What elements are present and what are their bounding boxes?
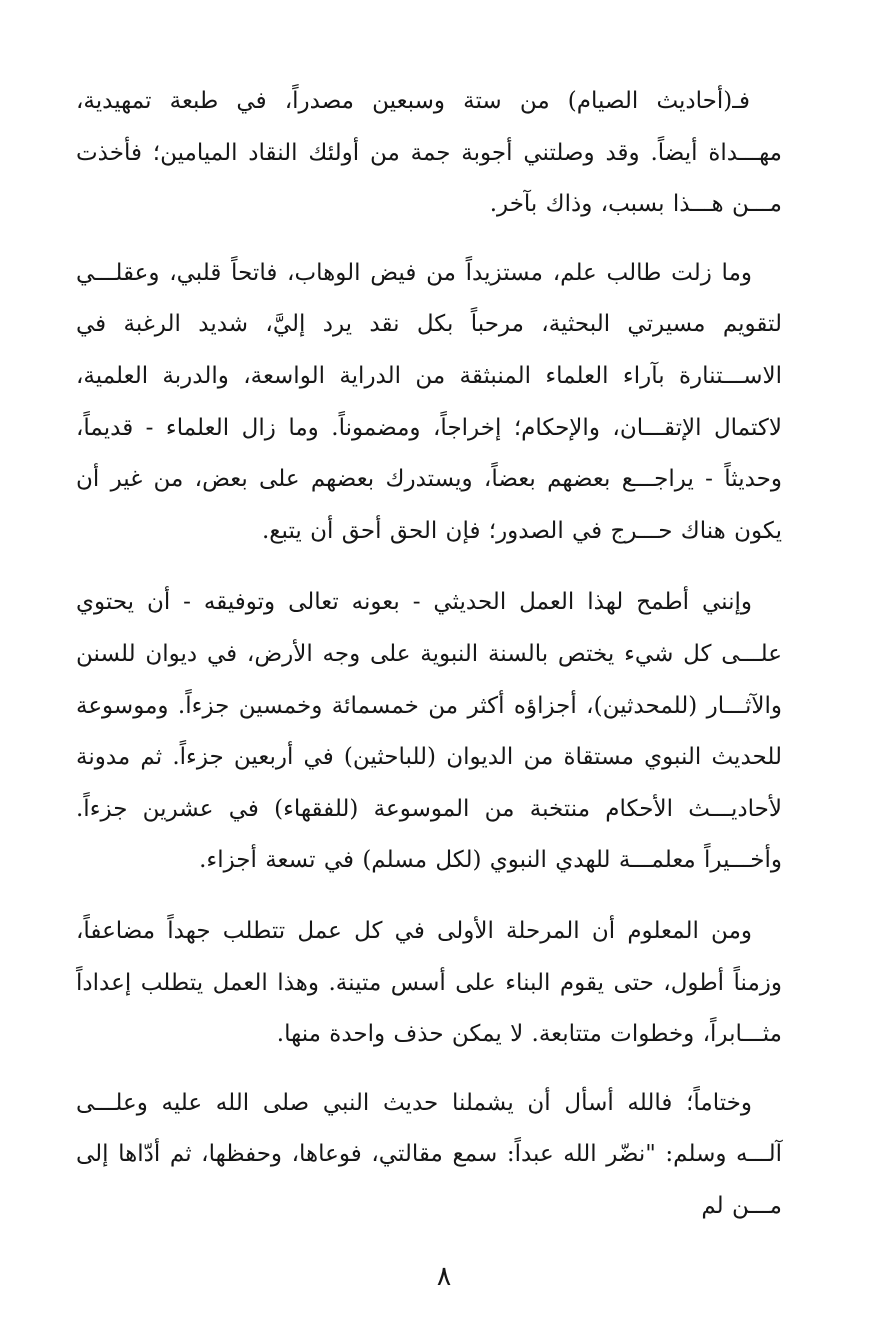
paragraph-2: وما زلت طالب علم، مستزيداً من فيض الوهاب، فاتحاً قلبي، وعقلـــي لتقويم مسيرتي البحثية، مرحباً بكل نقد يرد إليَّ، شديد الرغبة في الاســـتنارة بآراء العلماء المنبثقة من الدراية الواسعة، والدربة العلمية، لاكتمال الإتقـــان، والإحكام؛ إخراجاً، ومضموناً. وما زال العلماء - قديماً، وحديثاً - يراجـــع بعضهم بعضاً، ويستدرك بعضهم على بعض، من غير أن يكون هناك حـــرج في الصدور؛ فإن الحق أحق أن يتبع. [76, 259, 782, 544]
paragraph-1: فـ(أحاديث الصيام) من ستة وسبعين مصدراً، في طبعة تمهيدية، مهـــداة أيضاً. وقد وصلتني أجوبة جمة من أولئك النقاد الميامين؛ فأخذت مـــن هـــذا بسبب، وذاك بآخر. [76, 88, 782, 218]
page-number: ٨ [436, 1261, 452, 1292]
paragraph-3: وإنني أطمح لهذا العمل الحديثي - بعونه تعالى وتوفيقه - أن يحتوي علـــى كل شيء يختص بالسنة النبوية على وجه الأرض، في ديوان للسنن والآثـــار (للمحدثين)، أجزاؤه أكثر من خمسمائة وخمسين جزءاً. وموسوعة للحديث النبوي مستقاة من الديوان (للباحثين) في أربعين جزءاً. ثم مدونة لأحاديـــث الأحكام منتخبة من الموسوعة (للفقهاء) في عشرين جزءاً. وأخـــيراً معلمـــة للهدي النبوي (لكل مسلم) في تسعة أجزاء. [76, 589, 782, 874]
paragraph-5: وختاماً؛ فالله أسأل أن يشملنا حديث النبي صلى الله عليه وعلـــى آلـــه وسلم: "نضّر الله عبداً: سمع مقالتي، فوعاها، وحفظها، ثم أدّاها إلى مـــن لم [76, 1089, 782, 1219]
paragraph-4: ومن المعلوم أن المرحلة الأولى في كل عمل تتطلب جهداً مضاعفاً، وزمناً أطول، حتى يقوم البناء على أسس متينة. وهذا العمل يتطلب إعداداً مثـــابراً، وخطوات متتابعة. لا يمكن حذف واحدة منها. [76, 917, 782, 1048]
body-text [76, 76, 782, 1232]
